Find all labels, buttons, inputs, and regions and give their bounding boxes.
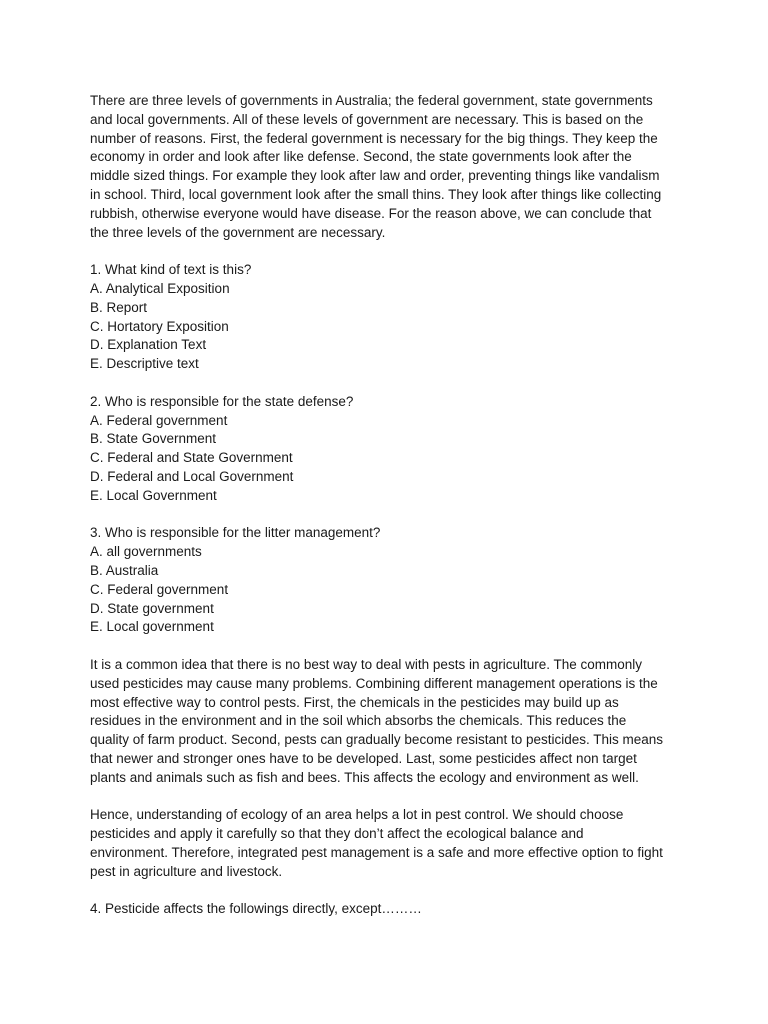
passage-pests <box>90 656 690 788</box>
passage-line: Hence, understanding of ecology of an area helps a lot in pest control. We should choose <box>90 807 624 823</box>
passage-line: quality of farm product. Second, pests can gradually become resistant to pesticides. This means <box>90 732 664 748</box>
passage-line: the three levels of the government are necessary. <box>90 224 386 240</box>
passage-line: pesticides and apply it carefully so that they don’t affect the ecological balance and <box>90 826 584 842</box>
answer-option: D. State government <box>90 600 214 616</box>
passage-line: rubbish, otherwise everyone would have disease. For the reason above, we can conclude that <box>90 205 652 221</box>
question-2 <box>90 393 690 506</box>
answer-option: C. Federal government <box>90 581 229 597</box>
answer-option: D. Explanation Text <box>90 337 207 353</box>
answer-option: E. Local Government <box>90 487 217 503</box>
passage-line: middle sized things. For example they look after law and order, preventing things like vandalism <box>90 168 660 184</box>
answer-option: C. Hortatory Exposition <box>90 318 229 334</box>
passage-line: plants and animals such as fish and bees. This affects the ecology and environment as well. <box>90 769 639 785</box>
passage-line: number of reasons. First, the federal government is necessary for the big things. They keep the <box>90 130 658 146</box>
answer-option: B. Report <box>90 299 148 315</box>
answer-option: B. State Government <box>90 431 217 447</box>
passage-line: It is a common idea that there is no best way to deal with pests in agriculture. The commonly <box>90 656 643 672</box>
question-3 <box>90 524 690 637</box>
answer-option: E. Local government <box>90 619 214 635</box>
answer-option: A. Analytical Exposition <box>90 280 230 296</box>
answer-option: C. Federal and State Government <box>90 450 293 466</box>
passage-line: residues in the environment and in the soil which absorbs the chemicals. This reduces the <box>90 713 627 729</box>
passage-line: and local governments. All of these levels of government are necessary. This is based on the <box>90 111 644 127</box>
passage-governments <box>90 92 690 242</box>
question-text: 1. What kind of text is this? <box>90 262 252 278</box>
answer-option: E. Descriptive text <box>90 356 199 372</box>
passage-line: used pesticides may cause many problems. Combining different management operations is the <box>90 675 658 691</box>
question-text: 2. Who is responsible for the state defense? <box>90 393 354 409</box>
passage-line: economy in order and look after like defense. Second, the state governments look after the <box>90 149 632 165</box>
answer-option: A. all governments <box>90 544 202 560</box>
question-1 <box>90 261 690 374</box>
passage-line: most effective way to control pests. First, the chemicals in the pesticides may build up as <box>90 694 619 710</box>
answer-option: D. Federal and Local Government <box>90 468 294 484</box>
passage-line: that newer and stronger ones have to be developed. Last, some pesticides affect non target <box>90 750 637 766</box>
passage-ecology <box>90 806 690 881</box>
passage-line: environment. Therefore, integrated pest management is a safe and more effective option to fight <box>90 844 663 860</box>
answer-option: B. Australia <box>90 562 159 578</box>
passage-line: pest in agriculture and livestock. <box>90 863 283 879</box>
question-4 <box>90 900 690 919</box>
answer-option: A. Federal government <box>90 412 228 428</box>
document-page <box>90 92 690 919</box>
passage-line: in school. Third, local government look after the small thins. They look after things like collecting <box>90 186 662 202</box>
question-text: 4. Pesticide affects the followings directly, except……… <box>90 901 422 917</box>
passage-line: There are three levels of governments in Australia; the federal government, state governments <box>90 93 653 108</box>
question-text: 3. Who is responsible for the litter management? <box>90 525 381 541</box>
